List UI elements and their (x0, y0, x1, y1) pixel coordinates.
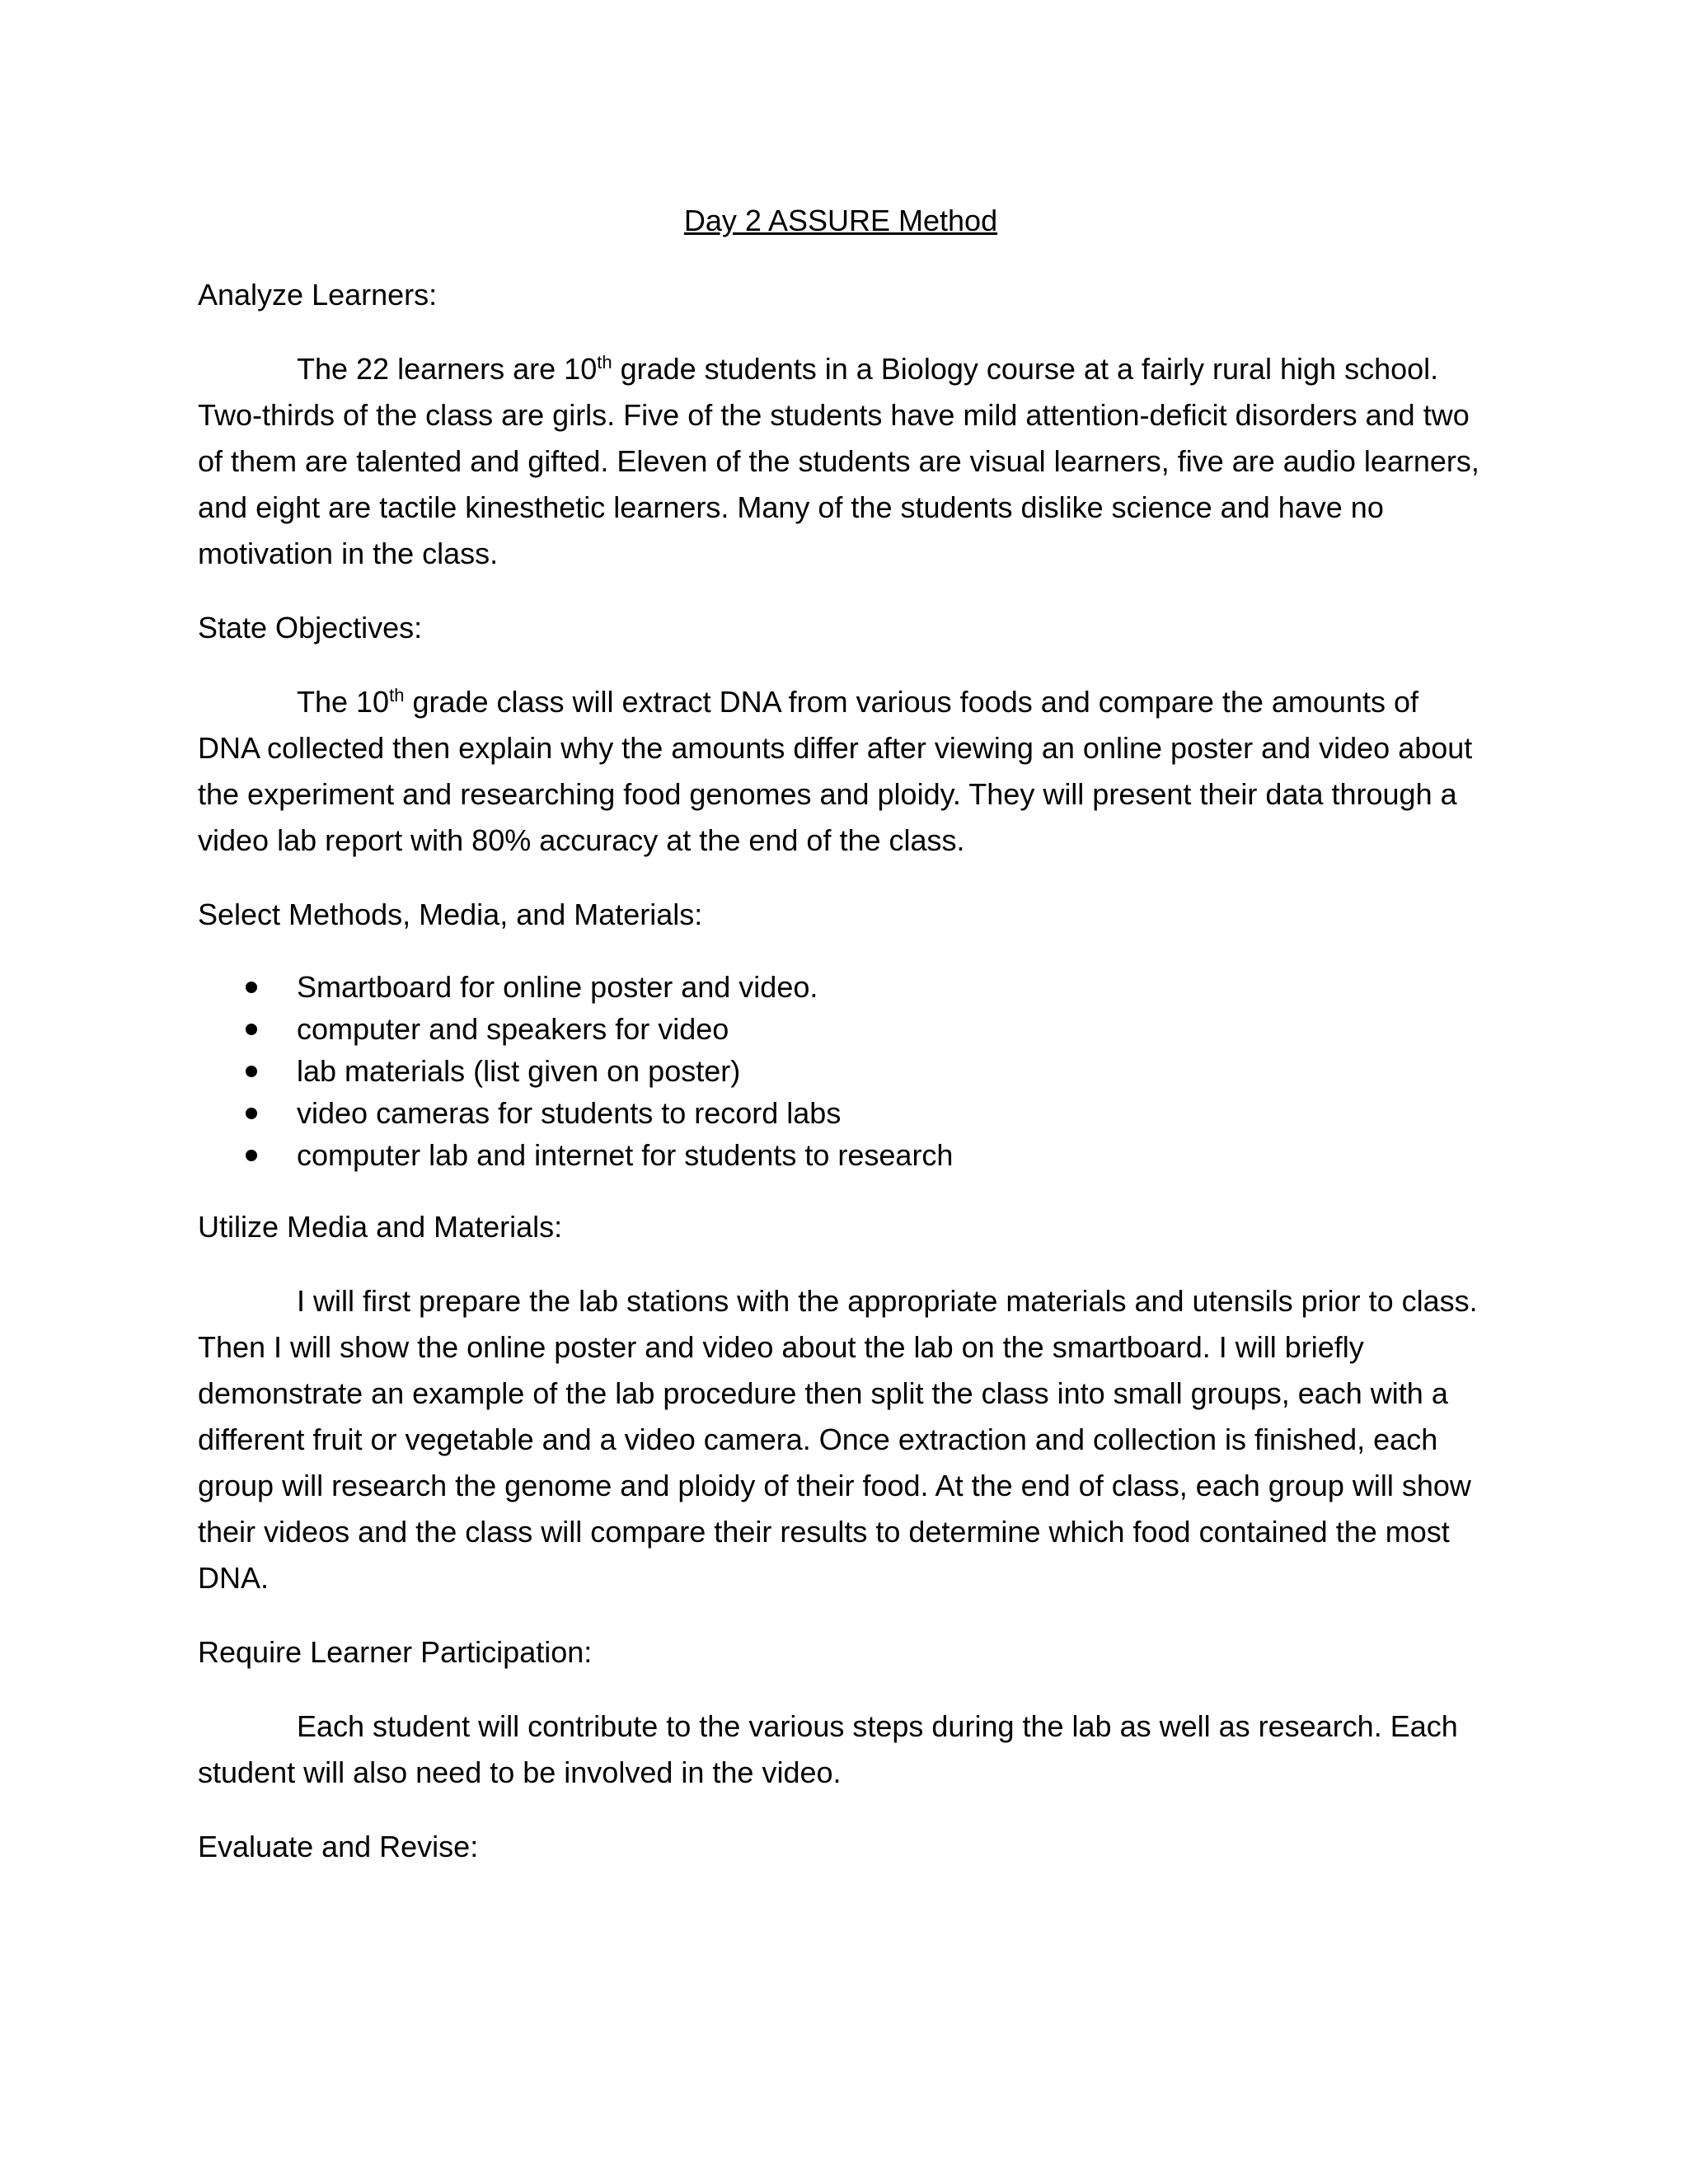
bullet-icon (246, 1024, 257, 1035)
list-item-text: lab materials (list given on poster) (297, 1054, 741, 1088)
list-item (198, 1008, 1484, 1050)
list-item-text: computer and speakers for video (297, 1012, 729, 1046)
ordinal-suffix: th (597, 352, 612, 373)
bullet-icon (246, 1150, 257, 1161)
list-item (198, 1134, 1484, 1176)
heading-select-methods: Select Methods, Media, and Materials: (198, 898, 703, 931)
heading-evaluate-revise: Evaluate and Revise: (198, 1830, 479, 1863)
heading-analyze-learners: Analyze Learners: (198, 278, 438, 312)
list-item-text: video cameras for students to record labs (297, 1096, 842, 1130)
document-title: Day 2 ASSURE Method (683, 204, 998, 237)
paragraph-analyze-learners (198, 346, 1484, 577)
bullet-icon (246, 1066, 257, 1077)
heading-state-objectives: State Objectives: (198, 611, 423, 644)
paragraph-text: The 22 learners are 10 (297, 352, 598, 386)
paragraph-require-participation: Each student will contribute to the various steps during the lab as well as research. Each student will also need to be involved in the video. (198, 1709, 1458, 1789)
document-page (198, 198, 1484, 1898)
paragraph-state-objectives (198, 679, 1484, 864)
materials-list (198, 966, 1484, 1176)
heading-require-participation: Require Learner Participation: (198, 1635, 593, 1669)
list-item-text: computer lab and internet for students to research (297, 1138, 954, 1172)
ordinal-suffix: th (389, 685, 405, 705)
list-item (198, 1050, 1484, 1092)
bullet-icon (246, 982, 257, 993)
paragraph-text: grade class will extract DNA from various foods and compare the amounts of DNA collected then explain why the amounts differ after viewing an online poster and video about the experiment and researching food genomes and ploidy. They will present their data through a video lab report with 80% accuracy at the end of the class. (198, 685, 1473, 857)
list-item (198, 966, 1484, 1008)
list-item-text: Smartboard for online poster and video. (297, 970, 818, 1004)
paragraph-text: grade students in a Biology course at a fairly rural high school. Two-thirds of the class are girls. Five of the students have mild attention-deficit disorders and two of them are talented and gifted. Eleven of the students are visual learners, five are audio learners, and eight are tactile kinesthetic learners. Many of the students dislike science and have no motivation in the class. (198, 352, 1479, 570)
list-item (198, 1092, 1484, 1134)
paragraph-utilize-media: I will first prepare the lab stations with the appropriate materials and utensils prior to class. Then I will show the online poster and video about the lab on the smartboard. I will briefly demonstrate an example of the lab procedure then split the class into small groups, each with a different fruit or vegetable and a video camera. Once extraction and collection is finished, each group will research the genome and ploidy of their food. At the end of class, each group will show their videos and the class will compare their results to determine which food contained the most DNA. (198, 1284, 1478, 1595)
bullet-icon (246, 1108, 257, 1119)
paragraph-text: The 10 (297, 685, 390, 719)
heading-utilize-media: Utilize Media and Materials: (198, 1210, 563, 1244)
